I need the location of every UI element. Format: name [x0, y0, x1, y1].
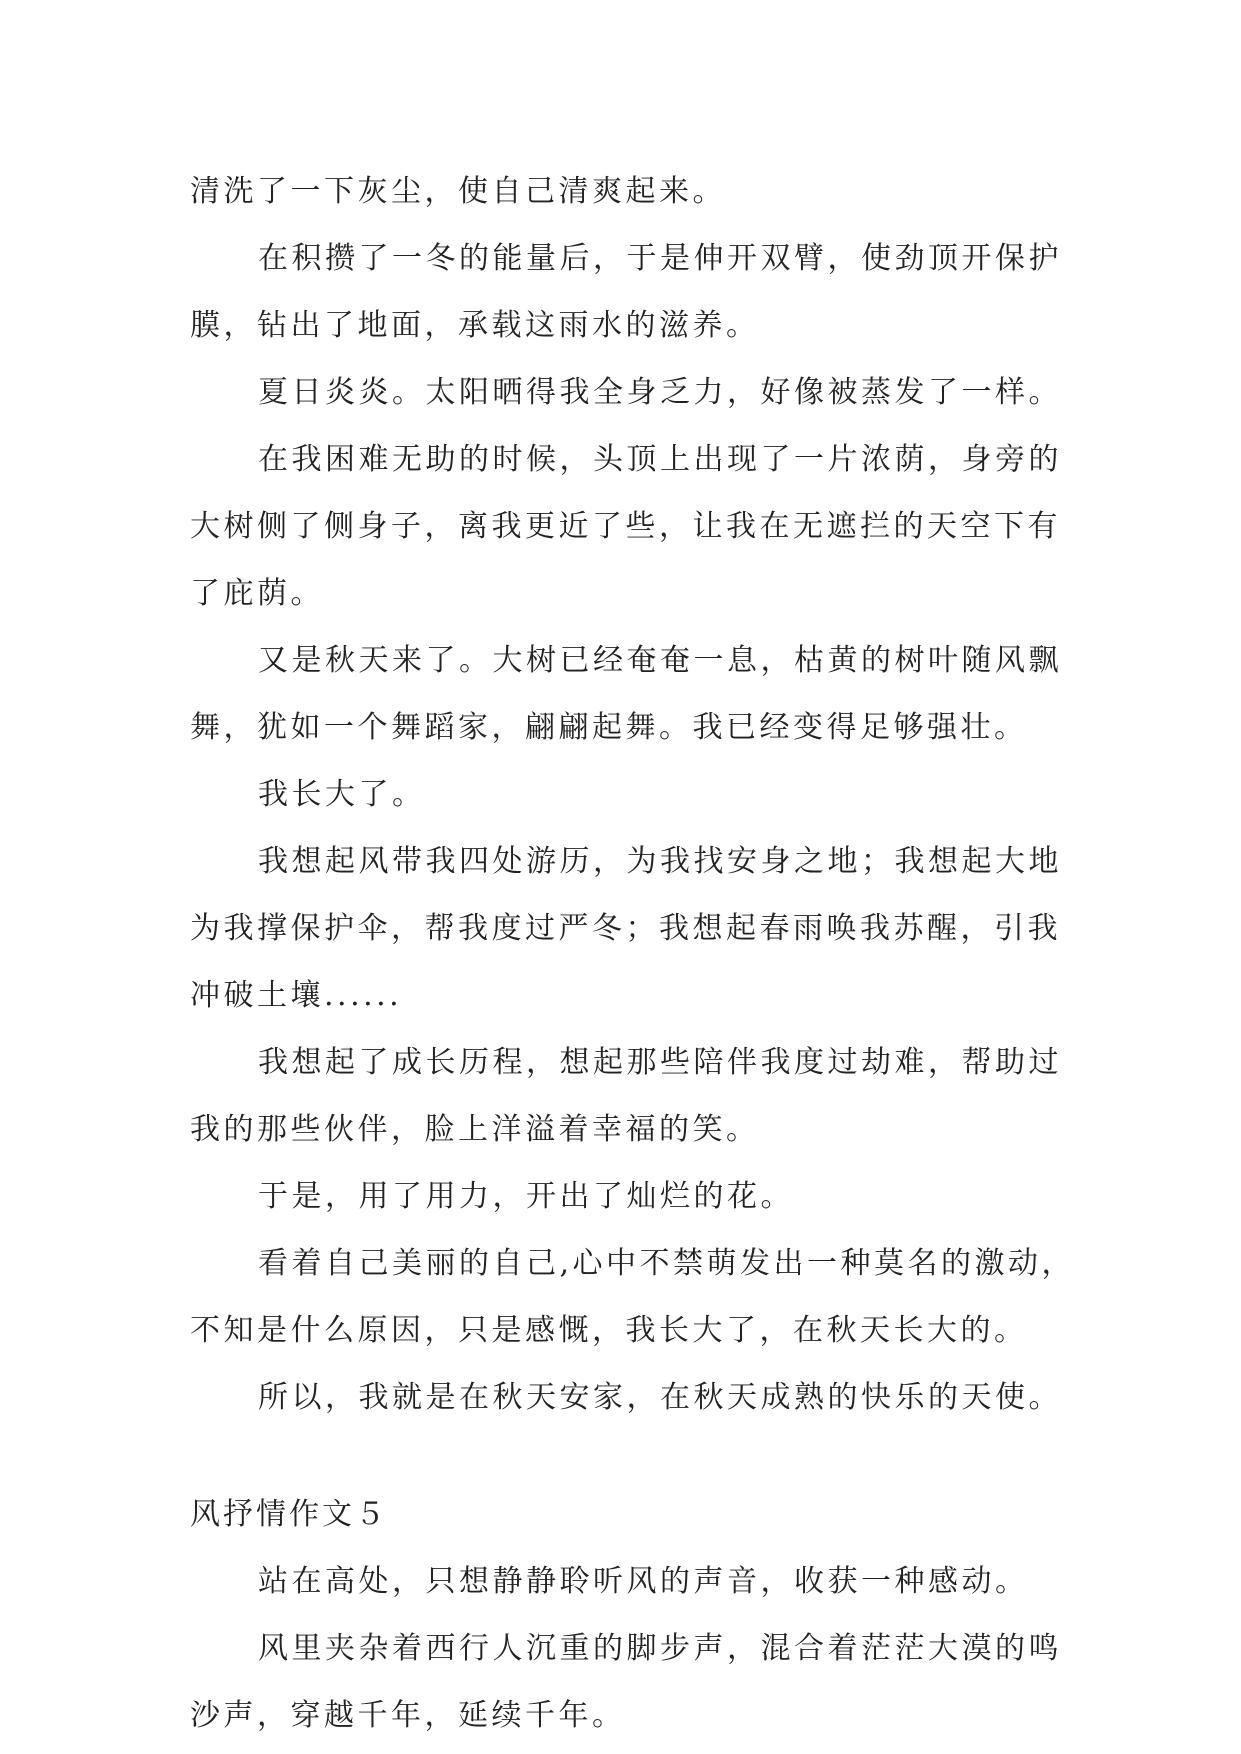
- text-line: 我长大了。: [258, 777, 426, 812]
- text-line: 在我困难无助的时候，头顶上出现了一片浓荫，身旁的: [258, 442, 1062, 477]
- text-line: 我想起了成长历程，想起那些陪伴我度过劫难，帮助过: [258, 1045, 1062, 1080]
- text-line: 了庇荫。: [190, 576, 324, 611]
- text-line: 我想起风带我四处游历，为我找安身之地；我想起大地: [258, 844, 1062, 879]
- article-body: [190, 158, 1076, 1749]
- text-line: 夏日炎炎。太阳晒得我全身乏力，好像被蒸发了一样。: [258, 375, 1062, 410]
- text-line: 冲破土壤......: [190, 978, 403, 1013]
- text-line: 不知是什么原因，只是感慨，我长大了，在秋天长大的。: [190, 1313, 1028, 1348]
- section-gap: [190, 1431, 1070, 1481]
- text-line: 大树侧了侧身子，离我更近了些，让我在无遮拦的天空下有: [190, 509, 1061, 544]
- text-line: 清洗了一下灰尘，使自己清爽起来。: [190, 174, 726, 209]
- text-line: 风里夹杂着西行人沉重的脚步声，混合着茫茫大漠的鸣: [258, 1631, 1062, 1666]
- text-line: 于是，用了用力，开出了灿烂的花。: [258, 1179, 794, 1214]
- text-line: 所以，我就是在秋天安家，在秋天成熟的快乐的天使。: [258, 1380, 1062, 1415]
- text-line: 在积攒了一冬的能量后，于是伸开双臂，使劲顶开保护: [258, 241, 1062, 276]
- text-line: 我的那些伙伴，脸上洋溢着幸福的笑。: [190, 1112, 760, 1147]
- text-line: 膜，钻出了地面，承载这雨水的滋养。: [190, 308, 760, 343]
- text-line: 为我撑保护伞，帮我度过严冬；我想起春雨唤我苏醒，引我: [190, 911, 1061, 946]
- text-line: 又是秋天来了。大树已经奄奄一息，枯黄的树叶随风飘: [258, 643, 1062, 678]
- section-heading: 风抒情作文５: [190, 1497, 388, 1532]
- text-line: 舞，犹如一个舞蹈家，翩翩起舞。我已经变得足够强壮。: [190, 710, 1028, 745]
- text-line: 沙声，穿越千年，延续千年。: [190, 1698, 626, 1733]
- text-line: 看着自己美丽的自己,心中不禁萌发出一种莫名的激动，: [258, 1246, 1076, 1281]
- text-line: 站在高处，只想静静聆听风的声音，收获一种感动。: [258, 1564, 1029, 1599]
